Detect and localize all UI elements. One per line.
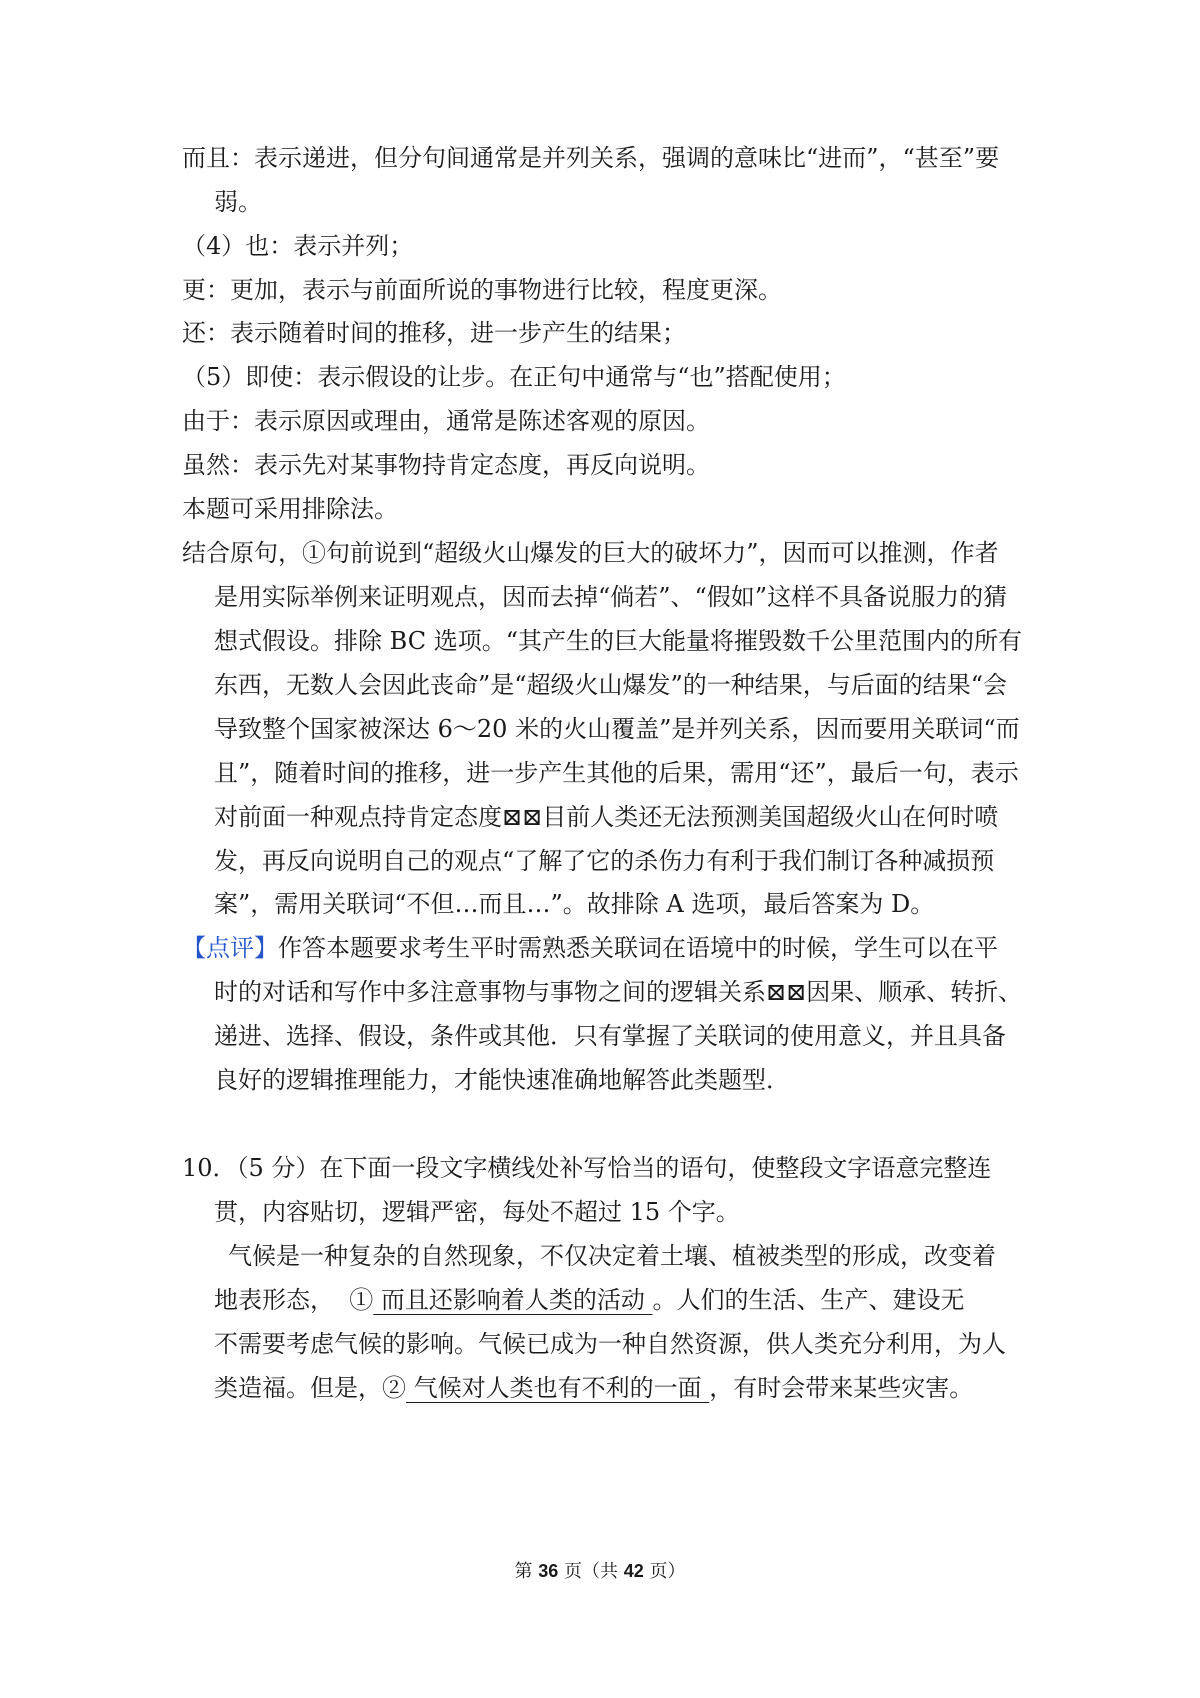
text-line: 而且：表示递进，但分句间通常是并列关系，强调的意味比“进而”，“甚至”要 [182, 144, 1000, 172]
text-line: 虽然：表示先对某事物持肯定态度，再反向说明。 [182, 451, 710, 479]
comment-line: 递进、选择、假设，条件或其他．只有掌握了关联词的使用意义，并且具备 [214, 1022, 1006, 1050]
text-line: 本题可采用排除法。 [182, 495, 398, 523]
comment-line: 时的对话和写作中多注意事物与事物之间的逻辑关系⊠⊠因果、顺承、转折、 [214, 978, 1023, 1006]
text-line: 更：更加，表示与前面所说的事物进行比较，程度更深。 [182, 276, 782, 304]
comment-tag: 【点评】 [182, 934, 278, 962]
text-line: 导致整个国家被深达 6～20 米的火山覆盖”是并列关系，因而要用关联词“而 [214, 715, 1020, 743]
text-line: （5）即使：表示假设的让步。在正句中通常与“也”搭配使用； [182, 363, 846, 391]
text-line: 东西，无数人会因此丧命”是“超级火山爆发”的一种结果，与后面的结果“会 [214, 671, 1008, 699]
text-line: 结合原句，①句前说到“超级火山爆发的巨大的破坏力”，因而可以推测，作者 [182, 539, 999, 567]
passage-text: 类造福。但是， [214, 1374, 382, 1402]
passage-text: 。人们的生活、生产、建设无 [652, 1286, 965, 1314]
footer-text: 页（共 [564, 1561, 618, 1582]
question-title: 10．（5 分）在下面一段文字横线处补写恰当的语句，使整段文字语意完整连 [182, 1154, 992, 1182]
comment-first-line [182, 924, 998, 972]
passage-line: 不需要考虑气候的影响。气候已成为一种自然资源，供人类充分利用，为人 [214, 1330, 1006, 1358]
text-line: 还：表示随着时间的推移，进一步产生的结果； [182, 319, 686, 347]
comment-line: 良好的逻辑推理能力，才能快速准确地解答此类题型． [214, 1066, 790, 1094]
answer-blank-1: 而且还影响着人类的活动 [373, 1286, 653, 1314]
text-line: （4）也：表示并列； [182, 232, 414, 260]
passage-line: 气候是一种复杂的自然现象，不仅决定着土壤、植被类型的形成，改变着 [228, 1242, 996, 1270]
page-footer [0, 1556, 1200, 1587]
blank-marker-2: ② [382, 1374, 406, 1402]
text-line: 想式假设。排除 BC 选项。“其产生的巨大能量将摧毁数千公里范围内的所有 [214, 627, 1022, 655]
comment-text: 作答本题要求考生平时需熟悉关联词在语境中的时候，学生可以在平 [278, 934, 998, 962]
passage-text: 地表形态， [214, 1286, 334, 1314]
current-page-number: 36 [538, 1561, 559, 1581]
text-line: 对前面一种观点持肯定态度⊠⊠目前人类还无法预测美国超级火山在何时喷 [214, 803, 999, 831]
text-line: 是用实际举例来证明观点，因而去掉“倘若”、“假如”这样不具备说服力的猜 [214, 583, 1008, 611]
footer-text: 页） [649, 1561, 686, 1582]
text-line: 发，再反向说明自己的观点“了解了它的杀伤力有利于我们制订各种减损预 [214, 847, 995, 875]
text-line: 且”，随着时间的推移，进一步产生其他的后果，需用“还”，最后一句，表示 [214, 759, 1019, 787]
text-line: 弱。 [214, 188, 262, 216]
passage-text: ，有时会带来某些灾害。 [709, 1374, 974, 1402]
total-page-number: 42 [623, 1561, 644, 1581]
blank-marker-1: ① [349, 1286, 374, 1314]
footer-text: 第 [514, 1561, 533, 1582]
passage-line [214, 1364, 973, 1412]
answer-blank-2: 气候对人类也有不利的一面 [406, 1374, 710, 1402]
passage-line [214, 1276, 965, 1324]
question-line: 贯，内容贴切，逻辑严密，每处不超过 15 个字。 [214, 1198, 740, 1226]
text-line: 案”，需用关联词“不但…而且…”。故排除 A 选项，最后答案为 D。 [214, 890, 935, 918]
text-line: 由于：表示原因或理由，通常是陈述客观的原因。 [182, 407, 710, 435]
